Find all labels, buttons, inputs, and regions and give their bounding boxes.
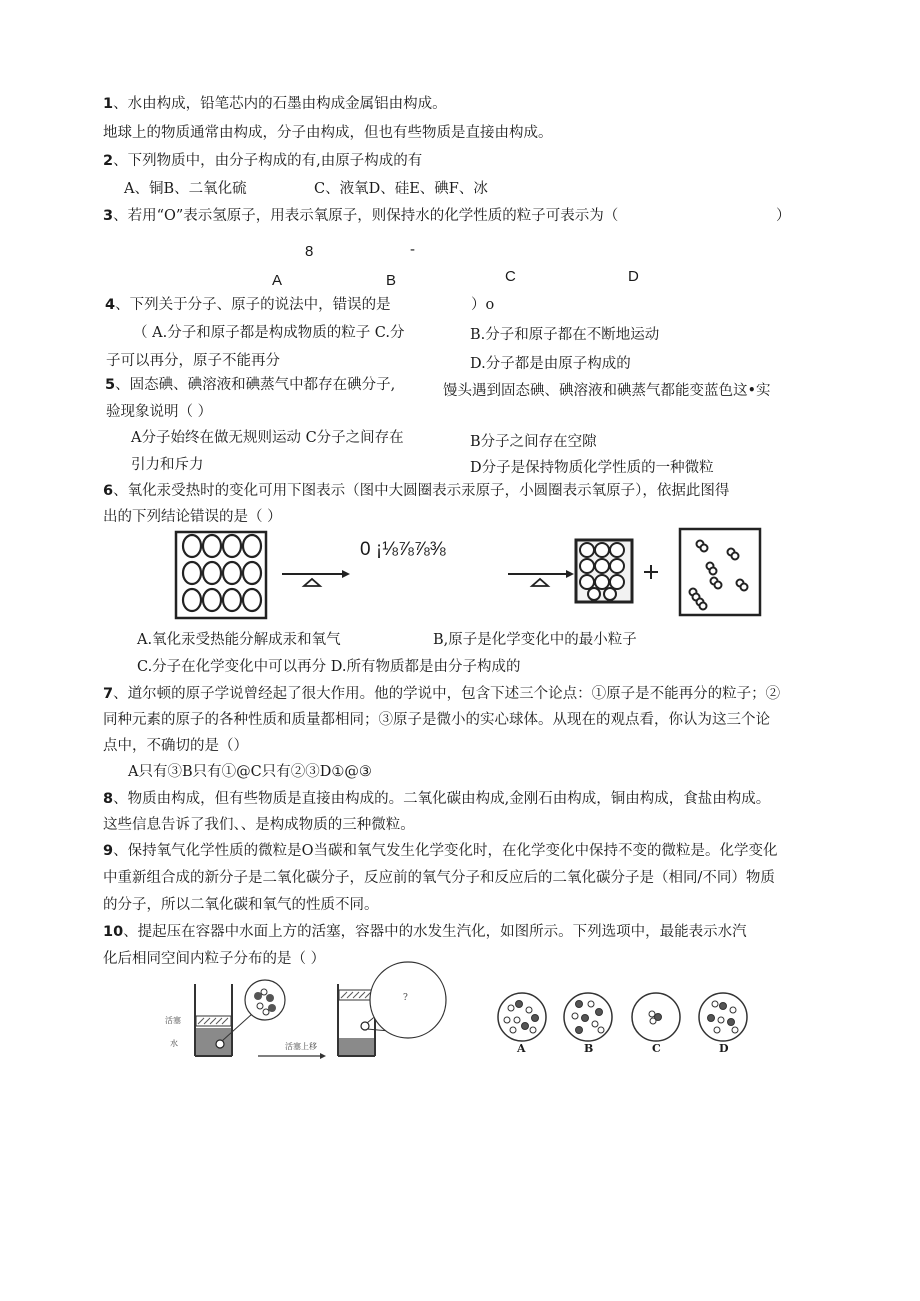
q3-close-paren: ） xyxy=(776,208,791,224)
q9-number: 9 xyxy=(103,843,114,859)
q3-label-d: D xyxy=(628,268,639,285)
q4-option-d: D.分子都是由原子构成的 xyxy=(470,356,631,372)
q10-label-a: A xyxy=(517,1042,526,1055)
particle-options-diagram xyxy=(495,990,765,1046)
q5-option-b: B分子之间存在空隙 xyxy=(470,434,597,450)
q5-line xyxy=(105,376,395,394)
q5-option-a-cont: 引力和斥力 xyxy=(131,457,204,473)
q10-text: 、提起压在容器中水面上方的活塞，容器中的水发生汽化，如图所示。下列选项中，最能表示水汽 xyxy=(123,924,747,940)
q9-line xyxy=(103,842,777,860)
q3-number: 3 xyxy=(103,208,114,224)
q4-option-a: （ A.分子和原子都是构成物质的粒子 C.分 xyxy=(133,325,405,341)
q7-text: 、道尔顿的原子学说曾经起了很大作用。他的学说中，包含下述三个论点：①原子是不能再分的粒子；② xyxy=(113,686,781,702)
q4-text: 、下列关于分子、原子的说法中，错误的是 xyxy=(115,297,391,313)
q5-text-2: 验现象说明（ ） xyxy=(106,404,213,420)
q3-figure-b-mark: - xyxy=(410,241,415,258)
q4-option-a-cont: 子可以再分，原子不能再分 xyxy=(106,353,280,369)
q7-text-3: 点中，不确切的是（） xyxy=(103,738,248,754)
q2-options-1: A、铜B、二氧化硫 xyxy=(124,181,247,197)
water-label: 水 xyxy=(170,1039,178,1048)
q6-option-cd: C.分子在化学变化中可以再分 D.所有物质都是由分子构成的 xyxy=(137,659,521,675)
q10-text-2: 化后相同空间内粒子分布的是（ ） xyxy=(103,951,326,967)
q3-label-c: C xyxy=(505,268,516,285)
mercury-oxide-diagram xyxy=(170,528,770,628)
q5-text-right: 馒头遇到固态碘、碘溶液和碘蒸气都能变蓝色这•实 xyxy=(443,383,771,399)
q9-text-2: 中重新组合成的新分子是二氧化碳分子，反应前的氧气分子和反应后的二氧化碳分子是（相同/不同）物质 xyxy=(103,870,775,886)
piston-up-label: 活塞上移 xyxy=(285,1042,317,1051)
q10-label-d: D xyxy=(719,1042,729,1055)
q6-line xyxy=(103,482,729,500)
q8-line xyxy=(103,790,770,808)
q2-line xyxy=(103,152,422,170)
q3-line xyxy=(103,207,618,225)
q6-text-2: 出的下列结论错误的是（ ） xyxy=(103,509,282,525)
piston-label: 活塞 xyxy=(165,1016,181,1025)
q6-text: 、氧化汞受热时的变化可用下图表示（图中大圆圈表示汞原子，小圆圈表示氧原子），依据此图得 xyxy=(113,483,730,499)
q8-number: 8 xyxy=(103,791,114,807)
q8-text-2: 这些信息告诉了我们、、是构成物质的三种微粒。 xyxy=(103,817,415,833)
q6-garbled-label: 0 ¡⅛⅞⅞⅜ xyxy=(360,539,446,560)
q5-option-d: D分子是保持物质化学性质的一种微粒 xyxy=(470,460,714,476)
q2-number: 2 xyxy=(103,153,114,169)
q8-text: 、物质由构成，但有些物质是直接由构成的。二氧化碳由构成,金刚石由构成，铜由构成，食盐由构成。 xyxy=(113,791,771,807)
q2-text: 、下列物质中，由分子构成的有,由原子构成的有 xyxy=(113,153,423,169)
q4-line xyxy=(105,296,391,314)
piston-container-diagram xyxy=(160,976,460,1066)
q10-label-c: C xyxy=(652,1042,661,1055)
q4-option-b: B.分子和原子都在不断地运动 xyxy=(470,327,660,343)
question-mark-label: ? xyxy=(403,993,408,1003)
q3-text: 、若用“O”表示氢原子，用表示氧原子，则保持水的化学性质的粒子可表示为（ xyxy=(113,208,619,224)
q7-options: A只有③B只有①@C只有②③D①@③ xyxy=(128,764,372,780)
q3-label-a: A xyxy=(272,272,283,289)
q7-line xyxy=(103,685,780,703)
q4-number: 4 xyxy=(105,297,116,313)
q10-line xyxy=(103,923,747,941)
q4-tail: ）o xyxy=(471,297,495,313)
q6-number: 6 xyxy=(103,483,114,499)
q5-text: 、固态碘、碘溶液和碘蒸气中都存在碘分子, xyxy=(115,377,396,393)
q9-text-3: 的分子，所以二氧化碳和氧气的性质不同。 xyxy=(103,897,379,913)
q7-text-2: 同种元素的原子的各种性质和质量都相同；③原子是微小的实心球体。从现在的观点看，你认为这三个论 xyxy=(103,712,770,728)
q7-number: 7 xyxy=(103,686,114,702)
q2-options-2: C、液氧D、硅E、碘F、冰 xyxy=(314,181,488,197)
q5-option-a: A分子始终在做无规则运动 C分子之间存在 xyxy=(131,430,404,446)
q5-number: 5 xyxy=(105,377,116,393)
q1-number: 1 xyxy=(103,96,114,112)
q9-text: 、保持氧气化学性质的微粒是O当碳和氧气发生化学变化时，在化学变化中保持不变的微粒是。化学变化 xyxy=(113,843,778,859)
q1-text: 、水由构成，铅笔芯内的石墨由构成金属铝由构成。 xyxy=(113,96,447,112)
q1b-text: 地球上的物质通常由构成，分子由构成，但也有些物质是直接由构成。 xyxy=(103,125,553,141)
q3-figure-a-mark: 8 xyxy=(305,243,314,260)
q6-option-b: B,原子是化学变化中的最小粒子 xyxy=(433,632,637,648)
q1-line xyxy=(103,95,447,113)
q10-number: 10 xyxy=(103,924,124,940)
q10-label-b: B xyxy=(584,1042,594,1055)
q3-label-b: B xyxy=(386,272,397,289)
q6-option-a: A.氧化汞受热能分解成汞和氧气 xyxy=(137,632,341,648)
